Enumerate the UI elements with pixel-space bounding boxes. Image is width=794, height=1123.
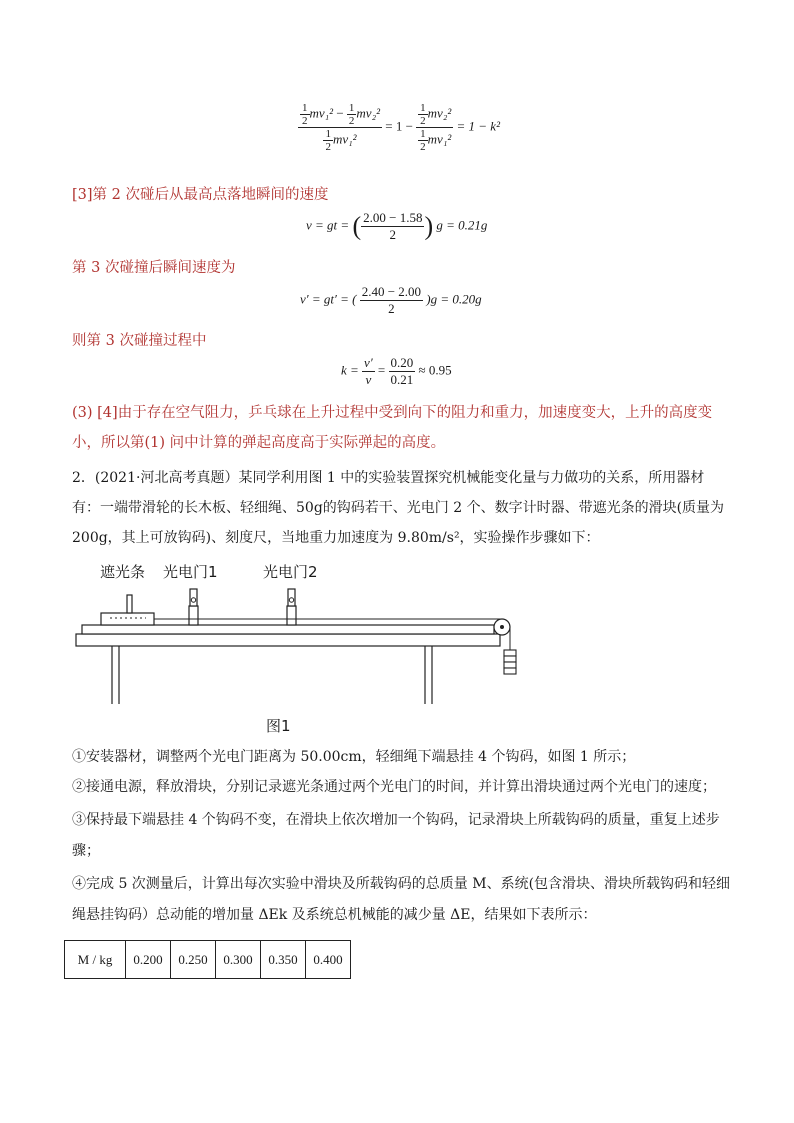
frac-den: 0.21	[390, 372, 414, 387]
table-cell: 0.250	[171, 941, 216, 979]
frac-num: v′	[364, 355, 373, 370]
table-top	[76, 634, 500, 646]
table-row	[65, 941, 351, 979]
answer-paragraph-air-resistance: (3) [4]由于存在空气阻力，乒乓球在上升过程中受到向下的阻力和重力，加速度变大，上升的高度变小，所以第(1) 问中计算的弹起高度高于实际弹起的高度。	[72, 405, 713, 451]
term: mv₁²	[309, 105, 334, 121]
frac-num: 1	[302, 102, 308, 114]
apparatus-diagram	[70, 558, 530, 743]
equals-one-minus: = 1 −	[385, 118, 413, 134]
equation-lhs: k =	[341, 362, 359, 378]
photogate-2-sensor	[289, 598, 293, 602]
mass-table	[64, 940, 351, 979]
pulley-axle	[500, 625, 504, 629]
hook-weight	[504, 650, 516, 656]
equation-tail: g = 0.21g	[436, 217, 488, 233]
table-header-cell: M / kg	[65, 941, 126, 979]
equation-tail: = 1 − k²	[456, 118, 500, 134]
photogate-1	[189, 606, 198, 625]
text-line-third-speed: 第 3 次碰撞后瞬间速度为	[72, 260, 236, 276]
step-1: ①安装器材，调整两个光电门距离为 50.00cm，轻细绳下端悬挂 4 个钩码，如图 1 所示；	[72, 749, 636, 765]
question-2-intro: 2．(2021·河北高考真题）某同学利用图 1 中的实验装置探究机械能变化量与力做功的关系，所用器材有：一端带滑轮的长木板、轻细绳、50g的钩码若干、光电门 2 个、数字计时器、带遮光条的滑块(质量为 200g，其上可放钩码)、刻度尺，当地重力加速度为 9.80m/s²，实验操作步骤如下：	[72, 470, 725, 546]
frac-den: 2	[420, 141, 426, 153]
equation-fraction-values	[389, 355, 416, 388]
term: mv₁²	[427, 131, 452, 147]
term: mv₁²	[332, 131, 357, 147]
text-line-third-collision: 则第 3 次碰撞过程中	[72, 333, 207, 349]
step-2: ②接通电源，释放滑块，分别记录遮光条通过两个光电门的时间，并计算出滑块通过两个光电门的速度；	[72, 779, 716, 795]
frac-num: 1	[420, 102, 426, 114]
photogate-1-sensor	[191, 598, 195, 602]
frac-den: 2	[302, 115, 308, 127]
label-gate-1: 光电门1	[163, 563, 218, 581]
term: mv₂²	[427, 105, 452, 121]
figure-caption: 图1	[266, 717, 291, 735]
equation-lhs: v′ = gt′ = (	[300, 291, 357, 307]
equation-energy-ratio	[298, 102, 500, 153]
equation-fraction	[360, 284, 423, 317]
label-gate-2: 光电门2	[263, 563, 318, 581]
frac-den: 2	[420, 115, 426, 127]
table-cell: 0.300	[216, 941, 261, 979]
slider-block	[101, 613, 154, 625]
equation-lhs: v = gt =	[306, 217, 350, 233]
frac-num: 1	[420, 128, 426, 140]
table-cell: 0.200	[126, 941, 171, 979]
label-shield: 遮光条	[100, 563, 146, 581]
text-line-speed: [3]第 2 次碰后从最高点落地瞬间的速度	[72, 187, 329, 203]
equation-fraction	[362, 355, 375, 388]
shield-strip	[127, 595, 132, 613]
equation-tail: )g = 0.20g	[426, 291, 482, 307]
long-board	[82, 625, 494, 634]
step-3: ③保持最下端悬挂 4 个钩码不变，在滑块上依次增加一个钩码，记录滑块上所载钩码的质量，重复上述步骤；	[72, 812, 720, 859]
equation-fraction	[361, 210, 424, 243]
hook-weight	[504, 668, 516, 674]
hook-weight	[504, 656, 516, 662]
equation-v: v = gt = ( $\frac{2.00 - 1.58}{2}$ ) g = 0.21g	[306, 210, 488, 242]
frac-num: 1	[348, 102, 355, 114]
frac-den: 2	[325, 141, 331, 153]
frac-num: 2.40 − 2.00	[361, 284, 422, 299]
table-cell: 0.350	[261, 941, 306, 979]
equation-k	[341, 355, 452, 388]
frac-den: 2	[388, 301, 395, 316]
energy-ratio-fraction	[298, 102, 382, 153]
frac-den: 2	[389, 227, 397, 242]
equation-v-prime	[300, 284, 482, 317]
table-cell: 0.400	[306, 941, 351, 979]
frac-den: v	[365, 372, 372, 387]
frac-num: 0.20	[390, 355, 414, 370]
frac-num: 1	[325, 128, 331, 140]
step-4: ④完成 5 次测量后，计算出每次实验中滑块及所载钩码的总质量 M、系统(包含滑块、滑块所载钩码和轻细绳悬挂钩码）总动能的增加量 ΔEk 及系统总机械能的减少量 ΔE，结果如下表所示：	[72, 876, 731, 923]
term: mv₂²	[356, 105, 380, 121]
photogate-2	[287, 606, 296, 625]
frac-num: 2.00 − 1.58	[363, 210, 423, 225]
equation-tail: ≈ 0.95	[418, 362, 452, 378]
equals-sign: =	[377, 362, 386, 378]
frac-den: 2	[348, 115, 355, 127]
ke-ratio-fraction	[416, 102, 453, 153]
minus-sign: −	[336, 105, 344, 121]
hook-weight	[504, 662, 516, 668]
figure-apparatus	[70, 558, 530, 743]
